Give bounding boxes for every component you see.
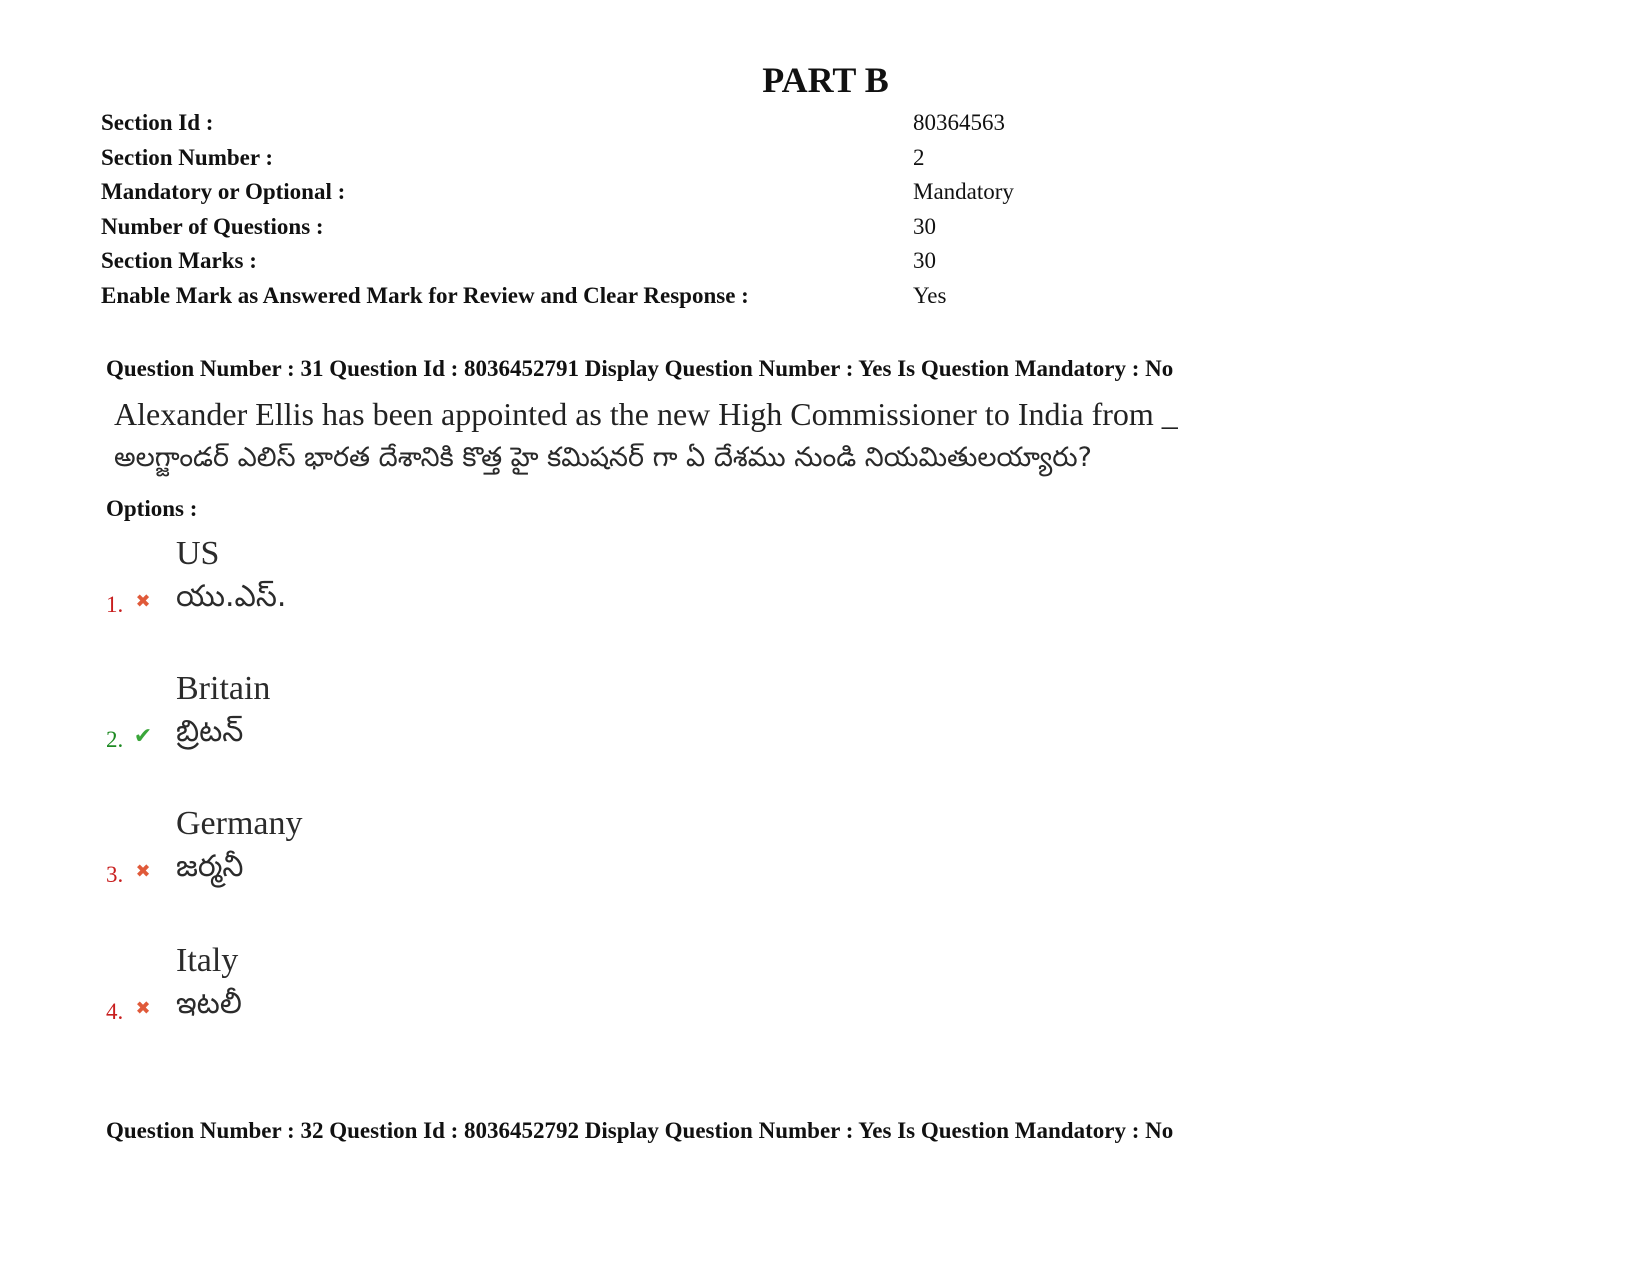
option-2-english: Britain (176, 670, 271, 707)
part-title: PART B (762, 60, 889, 100)
question-count-label: Number of Questions : (101, 213, 324, 239)
option-4-english: Italy (176, 942, 239, 979)
enable-mark-value: Yes (913, 282, 947, 308)
check-icon: ✔ (133, 724, 153, 749)
option-2-number: 2. (106, 727, 124, 752)
section-number-label: Section Number : (101, 144, 274, 170)
section-marks-label: Section Marks : (101, 248, 257, 274)
question-31-text (114, 392, 1178, 480)
option-3-telugu: జర్మనీ (176, 849, 244, 884)
option-2-telugu: బ్రిటన్ (176, 714, 244, 749)
option-2 (106, 668, 706, 788)
cross-icon: ✖ (135, 998, 151, 1019)
question-31-header: Question Number : 31 Question Id : 8036452791 Display Question Number : Yes Is Question Mandatory : No (106, 356, 1174, 381)
cross-icon: ✖ (135, 861, 151, 882)
option-1-english: US (176, 535, 220, 572)
question-text-telugu: అలగ్జాండర్ ఎలిస్ భారత దేశానికి కొత్త హై కమిషనర్ గా ఏ దేశము నుండి నియమితులయ్యారు? (114, 442, 1092, 473)
options-label: Options : (106, 496, 198, 521)
cross-icon: ✖ (135, 591, 151, 612)
enable-mark-label: Enable Mark as Answered Mark for Review and Clear Response : (101, 282, 749, 308)
question-text-english: Alexander Ellis has been appointed as the new High Commissioner to India from _ (114, 396, 1178, 432)
option-4-number: 4. (106, 999, 124, 1024)
mandatory-value: Mandatory (913, 179, 1014, 205)
section-id-label: Section Id : (101, 110, 214, 135)
question-32-header: Question Number : 32 Question Id : 8036452792 Display Question Number : Yes Is Question Mandatory : No (106, 1118, 1174, 1143)
option-1-telugu: యు.ఎస్. (176, 579, 287, 614)
question-count-value: 30 (913, 213, 936, 239)
mandatory-label: Mandatory or Optional : (101, 179, 346, 205)
option-4 (106, 940, 706, 1060)
option-1-number: 1. (106, 592, 124, 617)
option-3 (106, 803, 706, 923)
option-3-english: Germany (176, 805, 303, 842)
option-1 (106, 533, 706, 653)
option-3-number: 3. (106, 862, 124, 887)
option-4-telugu: ఇటలీ (176, 986, 242, 1021)
section-marks-value: 30 (913, 248, 936, 274)
section-id-value: 80364563 (913, 110, 1005, 135)
section-number-value: 2 (913, 144, 925, 170)
